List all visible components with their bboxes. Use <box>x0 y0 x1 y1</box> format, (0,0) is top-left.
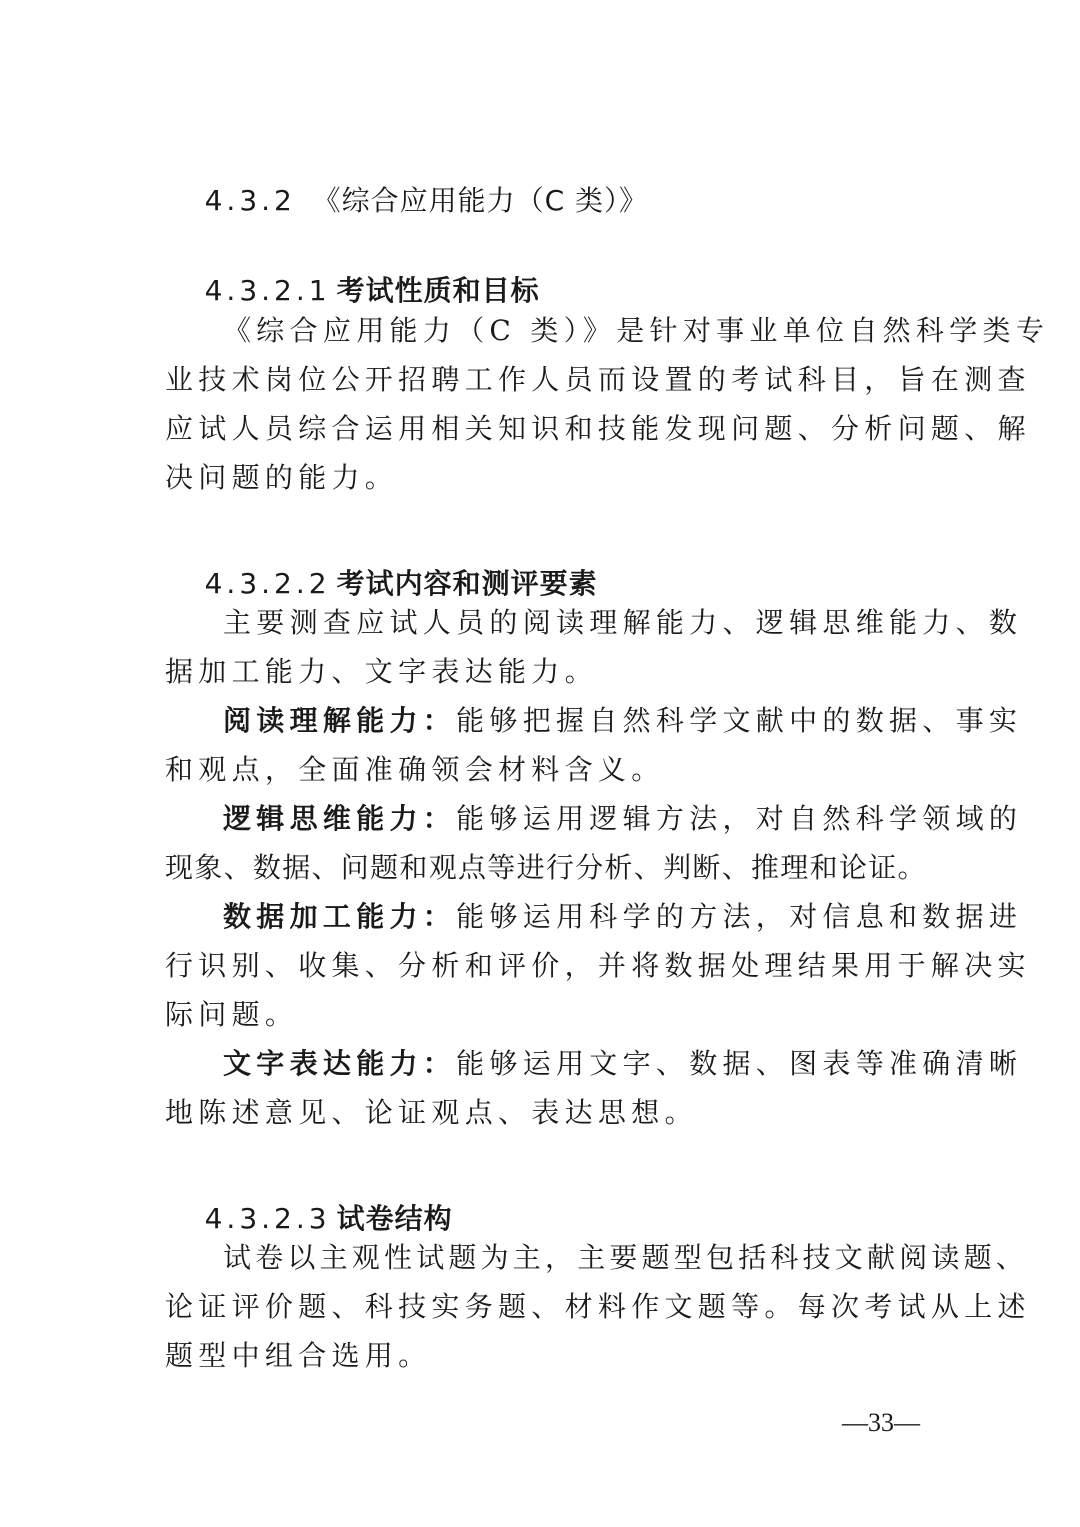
ability-lead: 逻辑思维能力： <box>223 802 457 835</box>
subsection-title-3: 试卷结构 <box>336 1202 453 1235</box>
ability-text: 能够把握自然科学文献中的数据、事实 <box>456 704 1023 737</box>
paragraph-line: 际问题。 <box>165 998 299 1031</box>
paragraph-line: 题型中组合选用。 <box>165 1339 432 1372</box>
ability-item-line <box>223 802 1022 836</box>
paragraph-line: 《综合应用能力（C 类）》是针对事业单位自然科学类专 <box>223 314 1050 347</box>
section-heading <box>165 150 648 252</box>
subsection-number-1: 4.3.2.1 <box>204 274 331 307</box>
subsection-title-1: 考试性质和目标 <box>336 274 540 307</box>
subsection-number-2: 4.3.2.2 <box>204 567 331 600</box>
ability-lead: 阅读理解能力： <box>223 704 457 737</box>
section-title: 《综合应用能力（C 类）》 <box>312 184 649 217</box>
paragraph-line: 决问题的能力。 <box>165 461 399 494</box>
ability-text: 能够运用文字、数据、图表等准确清晰 <box>456 1047 1023 1080</box>
ability-text: 能够运用科学的方法，对信息和数据进 <box>456 900 1023 933</box>
section-number: 4.3.2 <box>204 184 296 217</box>
paragraph-line: 业技术岗位公开招聘工作人员而设置的考试科目，旨在测查 <box>165 363 1031 396</box>
ability-item-line <box>223 704 1022 738</box>
ability-item-line <box>223 900 1022 934</box>
paragraph-line: 论证评价题、科技实务题、材料作文题等。每次考试从上述 <box>165 1290 1031 1323</box>
paragraph-line: 应试人员综合运用相关知识和技能发现问题、分析问题、解 <box>165 412 1031 445</box>
paragraph-line: 地陈述意见、论证观点、表达思想。 <box>165 1096 698 1129</box>
paragraph-line: 和观点，全面准确领会材料含义。 <box>165 753 665 786</box>
paragraph-line: 试卷以主观性试题为主，主要题型包括科技文献阅读题、 <box>223 1241 1029 1274</box>
paragraph-line: 主要测查应试人员的阅读理解能力、逻辑思维能力、数 <box>223 606 1023 639</box>
subsection-number-3: 4.3.2.3 <box>204 1202 331 1235</box>
ability-lead: 数据加工能力： <box>223 900 457 933</box>
ability-item-line <box>223 1047 1022 1081</box>
subsection-title-2: 考试内容和测评要素 <box>336 567 598 600</box>
ability-lead: 文字表达能力： <box>223 1047 457 1080</box>
paragraph-line: 行识别、收集、分析和评价，并将数据处理结果用于解决实 <box>165 949 1031 982</box>
ability-text: 能够运用逻辑方法，对自然科学领域的 <box>456 802 1023 835</box>
paragraph-line: 现象、数据、问题和观点等进行分析、判断、推理和论证。 <box>165 851 927 884</box>
paragraph-line: 据加工能力、文字表达能力。 <box>165 655 598 688</box>
page-number: —33— <box>842 1408 920 1437</box>
